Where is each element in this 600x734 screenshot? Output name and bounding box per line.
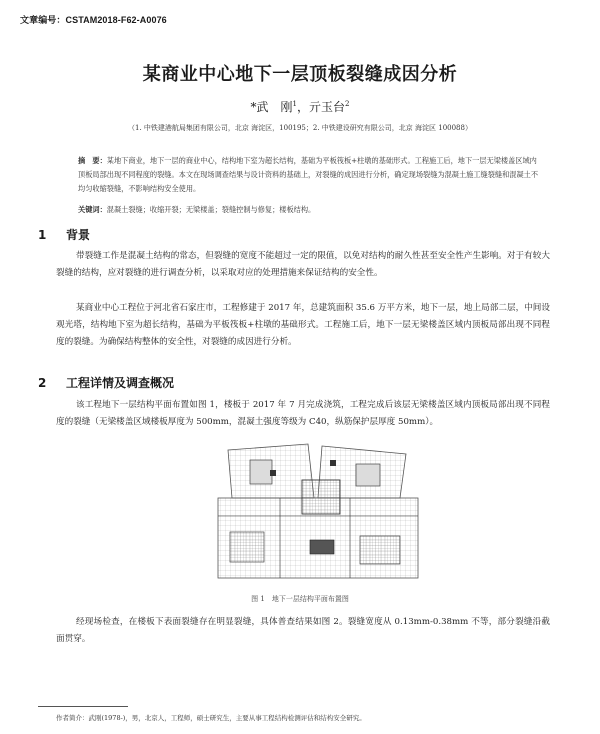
footnote-rule	[38, 706, 128, 707]
affiliation: （1. 中铁建港航局集团有限公司，北京 海淀区，100195；2. 中铁建设研究有限公司，北京 海淀区 100088）	[128, 124, 472, 132]
keywords-label: 关键词：	[78, 205, 107, 214]
section-1-heading	[38, 226, 90, 243]
paper-title: 某商业中心地下一层顶板裂缝成因分析	[142, 64, 458, 85]
floor-plan-drawing	[210, 440, 430, 585]
abstract	[78, 154, 540, 196]
section-2-paragraph-2: 经现场检查，在楼板下表面裂缝存在明显裂缝，具体普查结果如图 2。裂缝宽度从 0.13mm-0.38mm 不等，部分裂缝沿截面贯穿。	[56, 617, 550, 644]
section-2-title: 工程详情及调查概况	[66, 376, 175, 390]
author-2-name: 亓玉台	[309, 100, 346, 114]
section-2-number: 2	[38, 376, 47, 390]
abstract-text: 某地下商业，地下一层的商业中心，结构地下室为超长结构，基础为平板筏板+柱墩的基础形式。工程施工后，地下一层无梁楼盖区域内顶板局部出现不同程度的裂缝。本文在现场调查结果与设计资料的基础上，对裂缝的成因进行分析，确定现场裂缝为混凝土施工缝裂缝和混凝土不均匀收缩裂缝，不影响结构安全使用。	[78, 156, 539, 193]
author-1-affil-mark: 1	[292, 100, 297, 108]
section-2-paragraph-1: 该工程地下一层结构平面布置如图 1，楼板于 2017 年 7 月完成浇筑，工程完成后该层无梁楼盖区域内顶板局部出现不同程度的裂缝（无梁楼盖区域楼板厚度为 500mm，混凝土强度等级为 C40，纵筋保护层厚度 50mm）。	[56, 400, 550, 427]
section-1-number: 1	[38, 228, 47, 242]
author-1-name: *武 刚	[250, 100, 293, 114]
document-id: 文章编号：CSTAM2018-F62-A0076	[20, 15, 167, 25]
figure-1-caption: 图 1 地下一层结构平面布置图	[251, 595, 349, 603]
keywords	[78, 205, 540, 215]
author-2-affil-mark: 2	[345, 100, 350, 108]
author-footnote: 作者简介：武刚(1978-)，男，北京人，工程师，硕士研究生，主要从事工程结构检测评估和结构安全研究。	[56, 714, 366, 722]
section-1-title: 背景	[66, 228, 91, 242]
floor-plan-figure	[210, 440, 430, 585]
section-2-heading	[38, 374, 174, 391]
author-line	[0, 98, 600, 115]
section-1-paragraph-2: 某商业中心工程位于河北省石家庄市，工程修建于 2017 年，总建筑面积 35.6 万平方米，地下一层，地上局部二层，中间设观光塔，结构地下室为超长结构，基础为平板筏板+柱墩的基础形式。工程施工后，地下一层无梁楼盖区域内顶板局部出现不同程度的裂缝。为确保结构整体的安全性，对裂缝的成因进行分析。	[56, 303, 550, 347]
author-separator: ，	[296, 100, 309, 114]
keywords-text: 混凝土裂缝；收缩开裂；无梁楼盖；裂缝控制与修复；楼板结构。	[106, 205, 316, 214]
abstract-label: 摘 要：	[78, 156, 107, 165]
section-1-paragraph-1: 带裂缝工作是混凝土结构的常态，但裂缝的宽度不能超过一定的限值，以免对结构的耐久性甚至安全性产生影响。对于有较大裂缝的结构，应对裂缝的进行调查分析，以采取对应的处理措施来保证结构的安全性。	[56, 251, 550, 278]
